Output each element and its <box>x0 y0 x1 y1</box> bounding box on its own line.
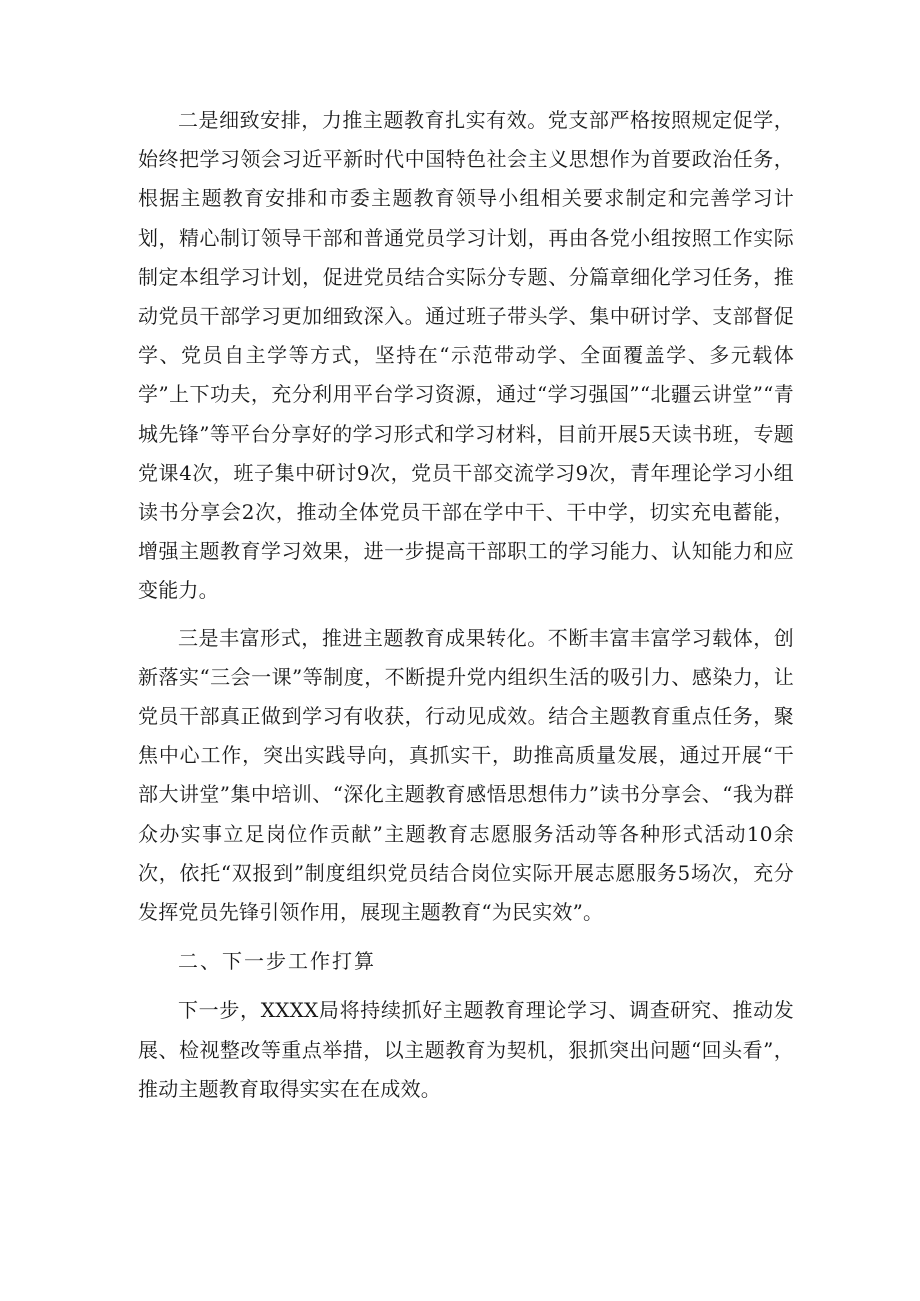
paragraph-enrich-forms: 三是丰富形式，推进主题教育成果转化。不断丰富丰富学习载体，创新落实“三会一课”等制度，不断提升党内组织生活的吸引力、感染力，让党员干部真正做到学习有收获，行动见成效。结合主题教育重点任务，聚焦中心工作，突出实践导向，真抓实干，助推高质量发展，通过开展“干部大讲堂”集中培训、“深化主题教育感悟思想伟力”读书分享会、“我为群众办实事立足岗位作贡献”主题教育志愿服务活动等各种形式活动10余次，依托“双报到”制度组织党员结合岗位实际开展志愿服务5场次，充分发挥党员先锋引领作用，展现主题教育“为民实效”。 <box>138 625 794 925</box>
paragraph-next-steps: 下一步，XXXX局将持续抓好主题教育理论学习、调查研究、推动发展、检视整改等重点举措，以主题教育为契机，狠抓突出问题“回头看”，推动主题教育取得实实在在成效。 <box>138 998 794 1101</box>
section-heading-next-steps: 二、下一步工作打算 <box>178 949 376 974</box>
document-body <box>138 101 794 1109</box>
paragraph-study-arrangement: 二是细致安排，力推主题教育扎实有效。党支部严格按照规定促学，始终把学习领会习近平新时代中国特色社会主义思想作为首要政治任务，根据主题教育安排和市委主题教育领导小组相关要求制定和完善学习计划，精心制订领导干部和普通党员学习计划，再由各党小组按照工作实际制定本组学习计划，促进党员结合实际分专题、分篇章细化学习任务，推动党员干部学习更加细致深入。通过班子带头学、集中研讨学、支部督促学、党员自主学等方式，坚持在“示范带动学、全面覆盖学、多元载体学”上下功夫，充分利用平台学习资源，通过“学习强国”“北疆云讲堂”“青城先锋”等平台分享好的学习形式和学习材料，目前开展5天读书班，专题党课4次，班子集中研讨9次，党员干部交流学习9次，青年理论学习小组读书分享会2次，推动全体党员干部在学中干、干中学，切实充电蓄能，增强主题教育学习效果，进一步提高干部职工的学习能力、认知能力和应变能力。 <box>138 108 794 603</box>
